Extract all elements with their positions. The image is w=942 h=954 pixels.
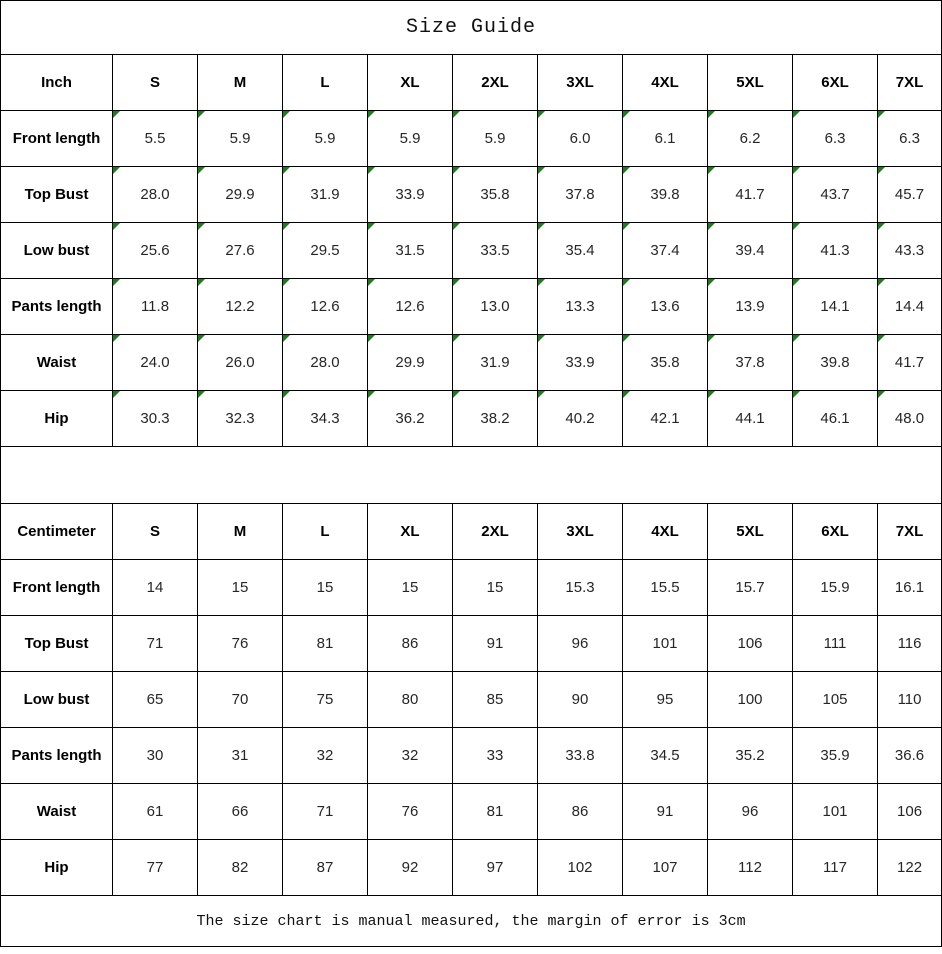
data-cell: 34.5	[623, 728, 708, 784]
data-cell: 81	[453, 784, 538, 840]
data-cell: 39.8	[623, 167, 708, 223]
centimeter-table-section	[1, 504, 942, 896]
data-cell: 35.9	[793, 728, 878, 784]
table-row	[1, 111, 942, 167]
error-flag-icon	[623, 167, 630, 174]
data-cell: 39.4	[708, 223, 793, 279]
error-flag-icon	[878, 167, 885, 174]
data-cell: 96	[708, 784, 793, 840]
size-header-cell: 4XL	[623, 55, 708, 111]
table-row	[1, 223, 942, 279]
data-cell: 45.7	[878, 167, 942, 223]
data-cell: 6.1	[623, 111, 708, 167]
data-cell: 85	[453, 672, 538, 728]
table-row	[1, 784, 942, 840]
size-header-cell: S	[113, 504, 198, 560]
data-cell: 77	[113, 840, 198, 896]
table-row	[1, 616, 942, 672]
error-flag-icon	[538, 111, 545, 118]
data-cell: 33	[453, 728, 538, 784]
data-cell: 14	[113, 560, 198, 616]
data-cell: 6.3	[793, 111, 878, 167]
size-header-cell: M	[198, 504, 283, 560]
unit-label: Inch	[1, 55, 113, 111]
row-label: Hip	[1, 391, 113, 447]
error-flag-icon	[453, 223, 460, 230]
error-flag-icon	[283, 279, 290, 286]
data-cell: 112	[708, 840, 793, 896]
row-label: Waist	[1, 784, 113, 840]
size-header-cell: 4XL	[623, 504, 708, 560]
table-row	[1, 672, 942, 728]
data-cell: 16.1	[878, 560, 942, 616]
data-cell: 71	[113, 616, 198, 672]
data-cell: 15	[453, 560, 538, 616]
data-cell: 92	[368, 840, 453, 896]
spacer-row	[1, 447, 942, 504]
data-cell: 25.6	[113, 223, 198, 279]
data-cell: 65	[113, 672, 198, 728]
error-flag-icon	[283, 391, 290, 398]
error-flag-icon	[198, 111, 205, 118]
table-row	[1, 335, 942, 391]
page-title: Size Guide	[1, 1, 942, 55]
error-flag-icon	[878, 335, 885, 342]
error-flag-icon	[708, 167, 715, 174]
data-cell: 31.5	[368, 223, 453, 279]
error-flag-icon	[453, 279, 460, 286]
error-flag-icon	[538, 223, 545, 230]
table-row	[1, 840, 942, 896]
row-label: Front length	[1, 560, 113, 616]
spacer-cell	[1, 447, 942, 504]
footer-note: The size chart is manual measured, the margin of error is 3cm	[1, 896, 942, 947]
data-cell: 14.4	[878, 279, 942, 335]
data-cell: 15.3	[538, 560, 623, 616]
data-cell: 76	[368, 784, 453, 840]
row-label: Low bust	[1, 223, 113, 279]
error-flag-icon	[368, 279, 375, 286]
error-flag-icon	[878, 279, 885, 286]
error-flag-icon	[708, 391, 715, 398]
data-cell: 90	[538, 672, 623, 728]
error-flag-icon	[623, 335, 630, 342]
size-header-cell: 6XL	[793, 504, 878, 560]
size-header-cell: 5XL	[708, 504, 793, 560]
error-flag-icon	[368, 391, 375, 398]
data-cell: 81	[283, 616, 368, 672]
data-cell: 15	[198, 560, 283, 616]
data-cell: 11.8	[113, 279, 198, 335]
error-flag-icon	[708, 111, 715, 118]
data-cell: 15.7	[708, 560, 793, 616]
error-flag-icon	[708, 223, 715, 230]
data-cell: 27.6	[198, 223, 283, 279]
data-cell: 97	[453, 840, 538, 896]
data-cell: 122	[878, 840, 942, 896]
data-cell: 76	[198, 616, 283, 672]
data-cell: 106	[708, 616, 793, 672]
data-cell: 28.0	[113, 167, 198, 223]
data-cell: 15.5	[623, 560, 708, 616]
data-cell: 32.3	[198, 391, 283, 447]
data-cell: 26.0	[198, 335, 283, 391]
data-cell: 36.2	[368, 391, 453, 447]
error-flag-icon	[878, 111, 885, 118]
data-cell: 87	[283, 840, 368, 896]
size-header-cell: 3XL	[538, 504, 623, 560]
data-cell: 111	[793, 616, 878, 672]
data-cell: 13.6	[623, 279, 708, 335]
data-cell: 6.0	[538, 111, 623, 167]
size-header-cell: L	[283, 504, 368, 560]
data-cell: 35.8	[623, 335, 708, 391]
error-flag-icon	[113, 391, 120, 398]
data-cell: 38.2	[453, 391, 538, 447]
data-cell: 15	[283, 560, 368, 616]
data-cell: 13.3	[538, 279, 623, 335]
error-flag-icon	[793, 391, 800, 398]
data-cell: 29.9	[198, 167, 283, 223]
error-flag-icon	[368, 335, 375, 342]
data-cell: 48.0	[878, 391, 942, 447]
unit-label: Centimeter	[1, 504, 113, 560]
data-cell: 31.9	[283, 167, 368, 223]
data-cell: 13.9	[708, 279, 793, 335]
size-header-row	[1, 504, 942, 560]
error-flag-icon	[538, 279, 545, 286]
data-cell: 5.9	[453, 111, 538, 167]
data-cell: 5.9	[283, 111, 368, 167]
size-header-cell: 2XL	[453, 55, 538, 111]
data-cell: 30.3	[113, 391, 198, 447]
data-cell: 37.8	[538, 167, 623, 223]
error-flag-icon	[198, 223, 205, 230]
data-cell: 41.7	[708, 167, 793, 223]
size-header-row	[1, 55, 942, 111]
inch-table-section	[1, 55, 942, 447]
data-cell: 33.8	[538, 728, 623, 784]
row-label: Front length	[1, 111, 113, 167]
error-flag-icon	[198, 167, 205, 174]
table-row	[1, 728, 942, 784]
data-cell: 105	[793, 672, 878, 728]
data-cell: 75	[283, 672, 368, 728]
data-cell: 28.0	[283, 335, 368, 391]
data-cell: 82	[198, 840, 283, 896]
row-label: Hip	[1, 840, 113, 896]
error-flag-icon	[708, 279, 715, 286]
data-cell: 40.2	[538, 391, 623, 447]
row-label: Top Bust	[1, 167, 113, 223]
data-cell: 29.9	[368, 335, 453, 391]
size-header-cell: M	[198, 55, 283, 111]
error-flag-icon	[453, 391, 460, 398]
error-flag-icon	[113, 111, 120, 118]
data-cell: 86	[368, 616, 453, 672]
data-cell: 100	[708, 672, 793, 728]
table-row	[1, 391, 942, 447]
error-flag-icon	[538, 335, 545, 342]
data-cell: 33.9	[368, 167, 453, 223]
error-flag-icon	[113, 279, 120, 286]
footer-row	[1, 896, 942, 947]
table-row	[1, 560, 942, 616]
row-label: Pants length	[1, 728, 113, 784]
error-flag-icon	[283, 223, 290, 230]
data-cell: 24.0	[113, 335, 198, 391]
error-flag-icon	[793, 279, 800, 286]
data-cell: 14.1	[793, 279, 878, 335]
data-cell: 13.0	[453, 279, 538, 335]
data-cell: 35.2	[708, 728, 793, 784]
data-cell: 101	[793, 784, 878, 840]
row-label: Low bust	[1, 672, 113, 728]
data-cell: 44.1	[708, 391, 793, 447]
size-header-cell: XL	[368, 504, 453, 560]
data-cell: 96	[538, 616, 623, 672]
error-flag-icon	[878, 391, 885, 398]
data-cell: 107	[623, 840, 708, 896]
data-cell: 95	[623, 672, 708, 728]
data-cell: 29.5	[283, 223, 368, 279]
size-header-cell: 3XL	[538, 55, 623, 111]
data-cell: 35.8	[453, 167, 538, 223]
error-flag-icon	[283, 167, 290, 174]
row-label: Waist	[1, 335, 113, 391]
size-header-cell: 7XL	[878, 504, 942, 560]
error-flag-icon	[623, 223, 630, 230]
error-flag-icon	[113, 167, 120, 174]
data-cell: 37.8	[708, 335, 793, 391]
data-cell: 5.9	[198, 111, 283, 167]
error-flag-icon	[198, 279, 205, 286]
data-cell: 86	[538, 784, 623, 840]
row-label: Pants length	[1, 279, 113, 335]
error-flag-icon	[623, 111, 630, 118]
data-cell: 102	[538, 840, 623, 896]
error-flag-icon	[793, 223, 800, 230]
data-cell: 32	[368, 728, 453, 784]
data-cell: 39.8	[793, 335, 878, 391]
data-cell: 116	[878, 616, 942, 672]
title-row	[1, 1, 942, 55]
size-header-cell: 5XL	[708, 55, 793, 111]
error-flag-icon	[113, 223, 120, 230]
data-cell: 37.4	[623, 223, 708, 279]
data-cell: 70	[198, 672, 283, 728]
error-flag-icon	[623, 279, 630, 286]
data-cell: 32	[283, 728, 368, 784]
table-row	[1, 279, 942, 335]
data-cell: 46.1	[793, 391, 878, 447]
error-flag-icon	[538, 167, 545, 174]
data-cell: 101	[623, 616, 708, 672]
data-cell: 91	[623, 784, 708, 840]
error-flag-icon	[453, 167, 460, 174]
error-flag-icon	[113, 335, 120, 342]
data-cell: 42.1	[623, 391, 708, 447]
error-flag-icon	[198, 335, 205, 342]
data-cell: 80	[368, 672, 453, 728]
data-cell: 36.6	[878, 728, 942, 784]
data-cell: 6.2	[708, 111, 793, 167]
error-flag-icon	[538, 391, 545, 398]
data-cell: 43.7	[793, 167, 878, 223]
size-header-cell: 2XL	[453, 504, 538, 560]
error-flag-icon	[623, 391, 630, 398]
data-cell: 91	[453, 616, 538, 672]
error-flag-icon	[368, 111, 375, 118]
data-cell: 30	[113, 728, 198, 784]
size-header-cell: 7XL	[878, 55, 942, 111]
data-cell: 43.3	[878, 223, 942, 279]
data-cell: 31.9	[453, 335, 538, 391]
data-cell: 41.7	[878, 335, 942, 391]
size-header-cell: L	[283, 55, 368, 111]
error-flag-icon	[453, 335, 460, 342]
size-header-cell: S	[113, 55, 198, 111]
data-cell: 15	[368, 560, 453, 616]
data-cell: 34.3	[283, 391, 368, 447]
data-cell: 61	[113, 784, 198, 840]
data-cell: 35.4	[538, 223, 623, 279]
data-cell: 5.9	[368, 111, 453, 167]
error-flag-icon	[793, 335, 800, 342]
row-label: Top Bust	[1, 616, 113, 672]
data-cell: 117	[793, 840, 878, 896]
error-flag-icon	[708, 335, 715, 342]
error-flag-icon	[793, 111, 800, 118]
error-flag-icon	[793, 167, 800, 174]
data-cell: 6.3	[878, 111, 942, 167]
data-cell: 41.3	[793, 223, 878, 279]
error-flag-icon	[198, 391, 205, 398]
data-cell: 106	[878, 784, 942, 840]
error-flag-icon	[453, 111, 460, 118]
data-cell: 110	[878, 672, 942, 728]
error-flag-icon	[368, 167, 375, 174]
data-cell: 33.9	[538, 335, 623, 391]
data-cell: 5.5	[113, 111, 198, 167]
data-cell: 15.9	[793, 560, 878, 616]
error-flag-icon	[368, 223, 375, 230]
data-cell: 12.6	[368, 279, 453, 335]
error-flag-icon	[283, 335, 290, 342]
error-flag-icon	[283, 111, 290, 118]
data-cell: 66	[198, 784, 283, 840]
data-cell: 33.5	[453, 223, 538, 279]
size-header-cell: XL	[368, 55, 453, 111]
data-cell: 12.2	[198, 279, 283, 335]
data-cell: 12.6	[283, 279, 368, 335]
table-row	[1, 167, 942, 223]
error-flag-icon	[878, 223, 885, 230]
size-header-cell: 6XL	[793, 55, 878, 111]
data-cell: 71	[283, 784, 368, 840]
data-cell: 31	[198, 728, 283, 784]
